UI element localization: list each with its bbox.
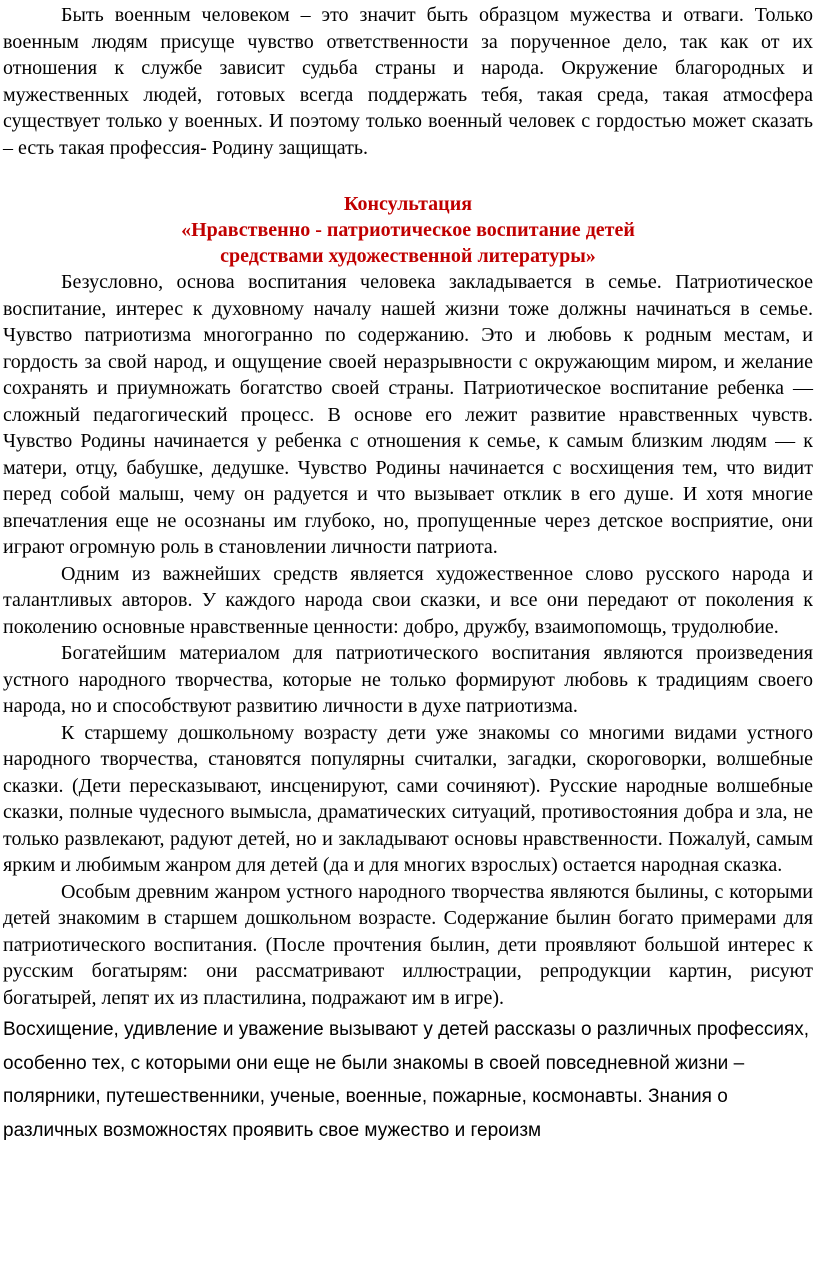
body-paragraph-bylinas: Особым древним жанром устного народного творчества являются былины, с которыми детей знакомим в старшем дошкольном возрасте. Содержание былин богато примерами для патриотического воспитания. (После прочтения былин, дети проявляют большой интерес к русским богатырям: они рассматривают иллюстрации, репродукции картин, рисуют богатырей, лепят их из пластилина, подражают им в игре).	[3, 880, 813, 1009]
closing-paragraph: Восхищение, удивление и уважение вызывают у детей рассказы о различных профессиях, особенно тех, с которыми они еще не были знакомы в своей повседневной жизни – полярники, путешественники, ученые, военные, пожарные, космонавты. Знания о различных возможностях проявить свое мужество и героизм	[3, 1019, 810, 1141]
heading-line-3: средствами художественной литературы»	[220, 245, 596, 267]
intro-paragraph: Быть военным человеком – это значит быть образцом мужества и отваги. Только военным людям присуще чувство ответственности за порученное дело, так как от их отношения к службе зависит судьба страны и народа. Окружение благородных и мужественных людей, готовых всегда поддержать тебя, такая среда, такая атмосфера существует только у военных. И поэтому только военный человек с гордостью может сказать – есть такая профессия- Родину защищать.	[3, 4, 813, 159]
body-paragraph-family: Безусловно, основа воспитания человека закладывается в семье. Патриотическое воспитание, интерес к духовному началу нашей жизни тоже должны начинаться в семье. Чувство патриотизма многогранно по содержанию. Это и любовь к родным местам, и гордость за свой народ, и ощущение своей неразрывности с окружающим миром, и желание сохранять и приумножать богатство своей страны. Патриотическое воспитание ребенка — сложный педагогический процесс. В основе его лежит развитие нравственных чувств. Чувство Родины начинается у ребенка с отношения к семье, к самым близким людям — к матери, отцу, бабушке, дедушке. Чувство Родины начинается с восхищения тем, что видит перед собой малыш, чему он радуется и что вызывает отклик в его душе. И хотя многие впечатления еще не осознаны им глубоко, но, пропущенные через детское восприятие, они играют огромную роль в становлении личности патриота.	[3, 271, 813, 558]
heading-line-2: «Нравственно - патриотическое воспитание детей	[181, 219, 635, 241]
body-paragraph-preschool: К старшему дошкольному возрасту дети уже знакомы со многими видами устного народного творчества, становятся популярны считалки, загадки, скороговорки, волшебные сказки. (Дети пересказывают, инсценируют, сами сочиняют). Русские народные волшебные сказки, полные чудесного вымысла, драматических ситуаций, противостояния добра и зла, не только развлекают, радуют детей, но и закладывают основы нравственности. Пожалуй, самым ярким и любимым жанром для детей (да и для многих взрослых) остается народная сказка.	[3, 721, 813, 876]
heading-line-1: Консультация	[343, 193, 473, 215]
body-paragraph-artistic-word: Одним из важнейших средств является художественное слово русского народа и талантливых авторов. У каждого народа свои сказки, и все они передают от поколения к поколению основные нравственные ценности: добро, дружбу, взаимопомощь, трудолюбие.	[3, 562, 813, 638]
consultation-heading	[3, 191, 813, 269]
body-paragraph-folk-art: Богатейшим материалом для патриотического воспитания являются произведения устного народного творчества, которые не только формируют любовь к традициям своего народа, но и способствуют развитию личности в духе патриотизма.	[3, 642, 813, 717]
